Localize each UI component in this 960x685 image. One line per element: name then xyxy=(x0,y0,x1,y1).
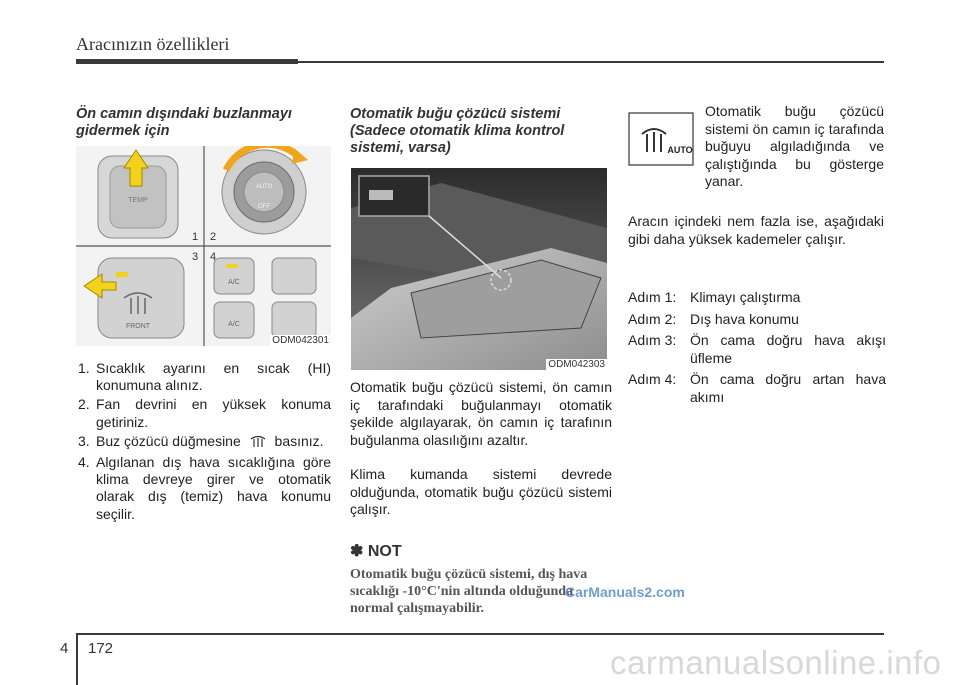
fig-num-3: 3 xyxy=(192,251,199,263)
humidity-steps xyxy=(628,289,886,411)
auto-defog-paragraph-2: Klima kumanda sistemi devrede olduğunda, otomatik buğu çözücü sistemi çalışır. xyxy=(350,466,612,518)
defrost-outside-heading: Ön camın dışındaki buzlanmayı gidermek için xyxy=(76,106,292,139)
fig-num-2: 2 xyxy=(210,231,217,243)
control-panel-illustration xyxy=(76,146,331,346)
ac-text-1: A/C xyxy=(228,279,240,286)
figure-label-1: ODM042301 xyxy=(272,335,329,346)
auto-defog-paragraph-1: Otomatik buğu çözücü sistemi, ön camın iç tarafındaki buğulanmayı otomatik şekilde algılayarak, ön camın iç tarafının buğulanma olasılığını azaltır. xyxy=(350,379,612,448)
defrost-steps xyxy=(76,360,331,525)
footer-divider xyxy=(76,633,78,685)
page-header-title: Aracınızın özellikleri xyxy=(76,34,230,54)
indicator-label: AUTO xyxy=(667,145,693,155)
watermark-large: carmanualsonline.info xyxy=(610,644,942,681)
header-rule-thick xyxy=(76,59,298,64)
indicator-description: Otomatik buğu çözücü sistemi ön camın iç tarafında buğuyu algıladığında ve çalıştığında bu gösterge yanar. xyxy=(705,103,884,190)
defrost-icon xyxy=(247,434,269,452)
front-text: FRONT xyxy=(125,323,151,330)
section-number: 4 xyxy=(60,640,69,657)
auto-defog-heading: Otomatik buğu çözücü sistemi (Sadece otomatik klima kontrol sistemi, varsa) xyxy=(350,106,565,156)
ac-text-2: A/C xyxy=(228,321,240,328)
list-item: Adım 3: Ön cama doğru hava akışı üfleme xyxy=(628,332,886,366)
page-number: 172 xyxy=(88,640,114,657)
header-rule-thin xyxy=(298,61,884,63)
windshield-photo xyxy=(351,168,607,370)
auto-defog-indicator xyxy=(628,112,694,166)
figure-label-2: ODM042303 xyxy=(548,359,605,370)
list-item: 1. Sıcaklık ayarını en sıcak (HI) konumuna alınız. xyxy=(78,360,331,394)
off-text: OFF xyxy=(258,204,270,210)
list-item: 4. Algılanan dış hava sıcaklığına göre klima devreye girer ve otomatik olarak dış (temiz) hava konumu seçilir. xyxy=(78,454,331,522)
list-item: Adım 1: Klimayı çalıştırma xyxy=(628,289,801,305)
humidity-paragraph: Aracın içindeki nem fazla ise, aşağıdaki gibi daha yüksek kademeler çalışır. xyxy=(628,213,884,247)
list-item: Adım 4: Ön cama doğru artan hava akımı xyxy=(628,371,886,405)
note-title: ✽ NOT xyxy=(350,543,402,560)
list-item: 3. Buz çözücü düğmesine basınız. xyxy=(76,433,331,452)
footer-rule xyxy=(76,633,884,635)
note-text: Otomatik buğu çözücü sistemi, dış hava sıcaklığı -10°C'nin altında olduğunda normal çalışmayabilir. xyxy=(350,567,588,616)
auto-text: AUTO xyxy=(255,184,273,190)
list-item: Adım 2: Dış hava konumu xyxy=(628,310,799,327)
windshield-illustration xyxy=(351,168,607,370)
fig-num-4: 4 xyxy=(210,251,217,263)
control-panel-figure xyxy=(76,146,331,346)
watermark-small: CarManuals2.com xyxy=(565,584,685,600)
temp-text: TEMP xyxy=(128,197,148,204)
fig-num-1: 1 xyxy=(192,231,199,243)
list-item: 2. Fan devrini en yüksek konuma getiriniz. xyxy=(78,396,331,430)
